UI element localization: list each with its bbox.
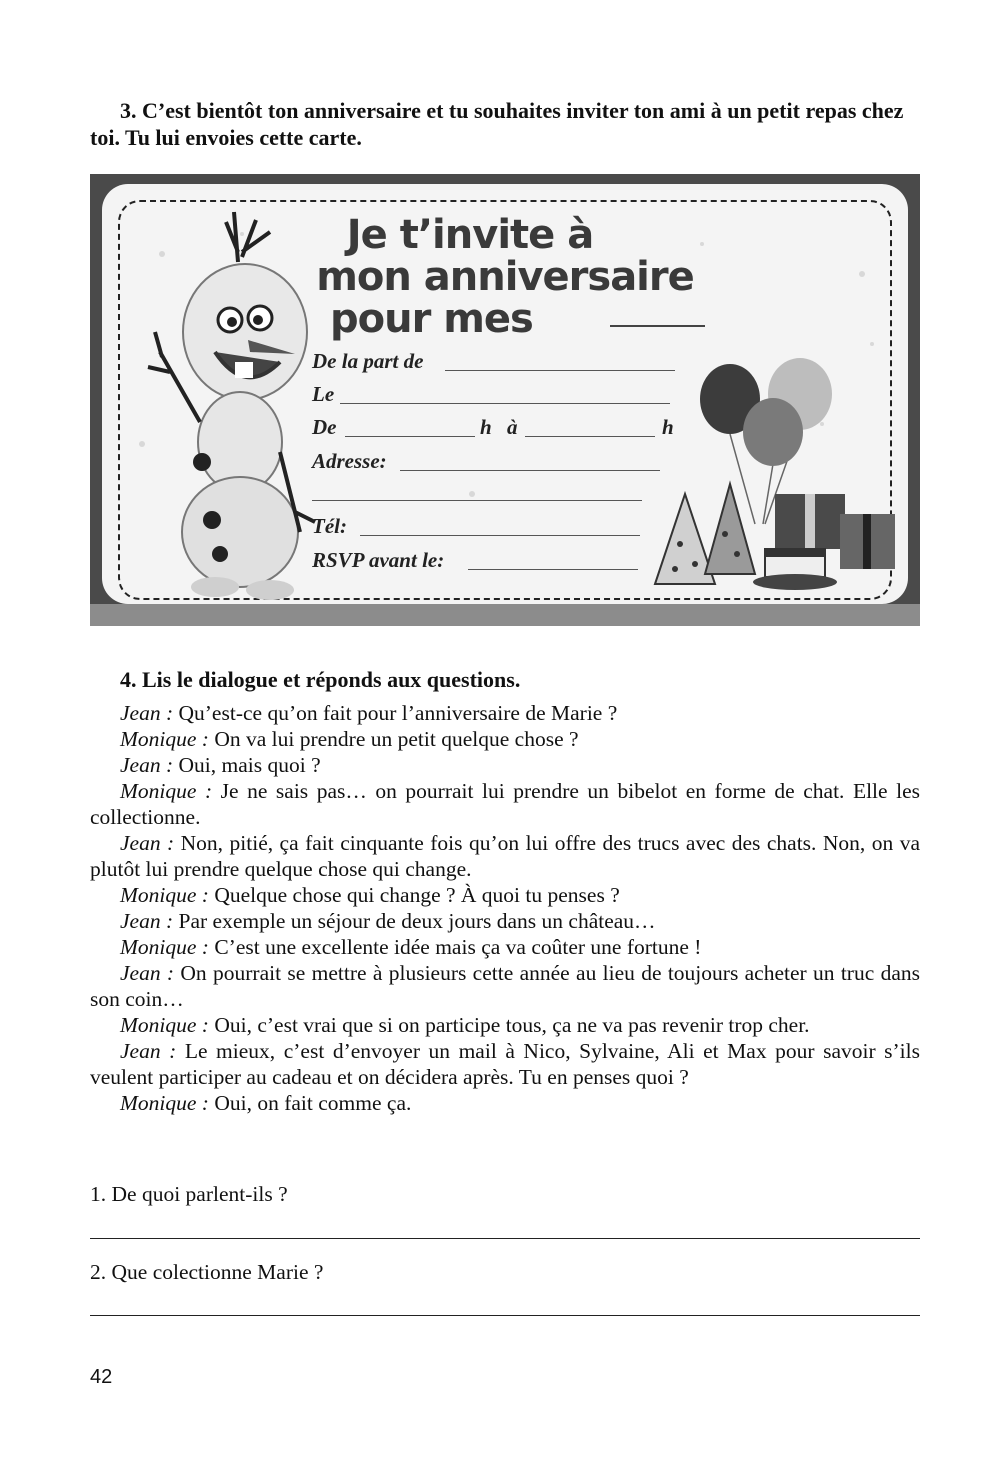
dialogue-line (90, 1038, 920, 1090)
exercise-3-instruction: 3. C’est bientôt ton anniversaire et tu souhaites inviter ton ami à un petit repas chez toi. Tu lui envoies cette carte. (90, 98, 904, 150)
speaker: Jean : (120, 831, 175, 855)
line-text: Non, pitié, ça fait cinquante fois qu’on lui offre des trucs avec des chats. Non, on va plutôt lui prendre quelque chose qui change. (90, 831, 920, 881)
exercise-4-instruction: 4. Lis le dialogue et réponds aux questions. (120, 667, 521, 692)
field-date-label: Le (312, 382, 335, 406)
field-time-from-line (345, 436, 475, 437)
field-time-from-label: De (312, 415, 337, 439)
field-from-label: De la part de (312, 349, 424, 373)
field-to-label: à (507, 415, 518, 439)
field-rsvp-line (468, 569, 638, 570)
card-heading-line-3: pour mes (330, 296, 533, 342)
speaker: Monique : (120, 1091, 209, 1115)
card-heading-line-1: Je t’invite à (346, 212, 594, 258)
dialogue-line (90, 908, 920, 934)
dialogue-line (90, 934, 920, 960)
field-rsvp-label: RSVP avant le: (312, 548, 445, 572)
card-bottom-strip (90, 604, 920, 626)
speaker: Monique : (120, 883, 209, 907)
speaker: Jean : (120, 909, 174, 933)
dialogue (90, 700, 920, 1116)
dialogue-line (90, 1090, 920, 1116)
field-time-to-line (525, 436, 655, 437)
question-2: 2. Que colectionne Marie ? (90, 1260, 324, 1284)
question-1: 1. De quoi parlent-ils ? (90, 1182, 288, 1206)
answer-line-2[interactable] (90, 1315, 920, 1316)
dialogue-line (90, 778, 920, 830)
dialogue-line (90, 1012, 920, 1038)
line-text: Oui, c’est vrai que si on participe tous, ça ne va pas revenir trop cher. (208, 1013, 810, 1037)
field-date-line (340, 403, 670, 404)
field-tel-line (360, 535, 640, 536)
dialogue-line (90, 752, 920, 778)
speaker: Jean : (120, 961, 175, 985)
line-text: Qu’est-ce qu’on fait pour l’anniversaire de Marie ? (173, 701, 618, 725)
line-text: C’est une excellente idée mais ça va coûter une fortune ! (208, 935, 702, 959)
line-text: Par exemple un séjour de deux jours dans un château… (173, 909, 656, 933)
line-text: On va lui prendre un petit quelque chose ? (208, 727, 579, 751)
field-from-line (445, 370, 675, 371)
speaker: Jean : (120, 1039, 177, 1063)
line-text: Oui, on fait comme ça. (208, 1091, 412, 1115)
field-hour-1-label: h (480, 415, 492, 439)
age-blank-line (610, 325, 705, 327)
line-text: Le mieux, c’est d’envoyer un mail à Nico, Sylvaine, Ali et Max pour savoir s’ils veulent participer au cadeau et on décidera après. Tu en penses quoi ? (90, 1039, 921, 1089)
dialogue-line (90, 726, 920, 752)
card-heading-line-2: mon anniversaire (316, 254, 694, 300)
speaker: Monique : (120, 727, 209, 751)
speaker: Jean : (120, 753, 174, 777)
line-text: Oui, mais quoi ? (173, 753, 321, 777)
speaker: Jean : (120, 701, 174, 725)
dialogue-line (90, 960, 920, 1012)
line-text: Je ne sais pas… on pourrait lui prendre un bibelot en forme de chat. Elle les collectionne. (90, 779, 920, 829)
speaker: Monique : (120, 779, 213, 803)
speaker: Monique : (120, 935, 209, 959)
party-illustration (645, 344, 915, 604)
field-address-line (400, 470, 660, 471)
field-address-label: Adresse: (312, 449, 387, 473)
dialogue-line (90, 700, 920, 726)
field-hour-2-label: h (662, 415, 674, 439)
speaker: Monique : (120, 1013, 209, 1037)
invitation-card (90, 174, 920, 626)
dialogue-line (90, 830, 920, 882)
line-text: On pourrait se mettre à plusieurs cette année au lieu de toujours acheter un truc dans son coin… (90, 961, 920, 1011)
field-address-line-2 (312, 500, 642, 501)
answer-line-1[interactable] (90, 1238, 920, 1239)
field-tel-label: Tél: (312, 514, 347, 538)
page-number: 42 (90, 1366, 113, 1388)
line-text: Quelque chose qui change ? À quoi tu penses ? (208, 883, 620, 907)
dialogue-line (90, 882, 920, 908)
